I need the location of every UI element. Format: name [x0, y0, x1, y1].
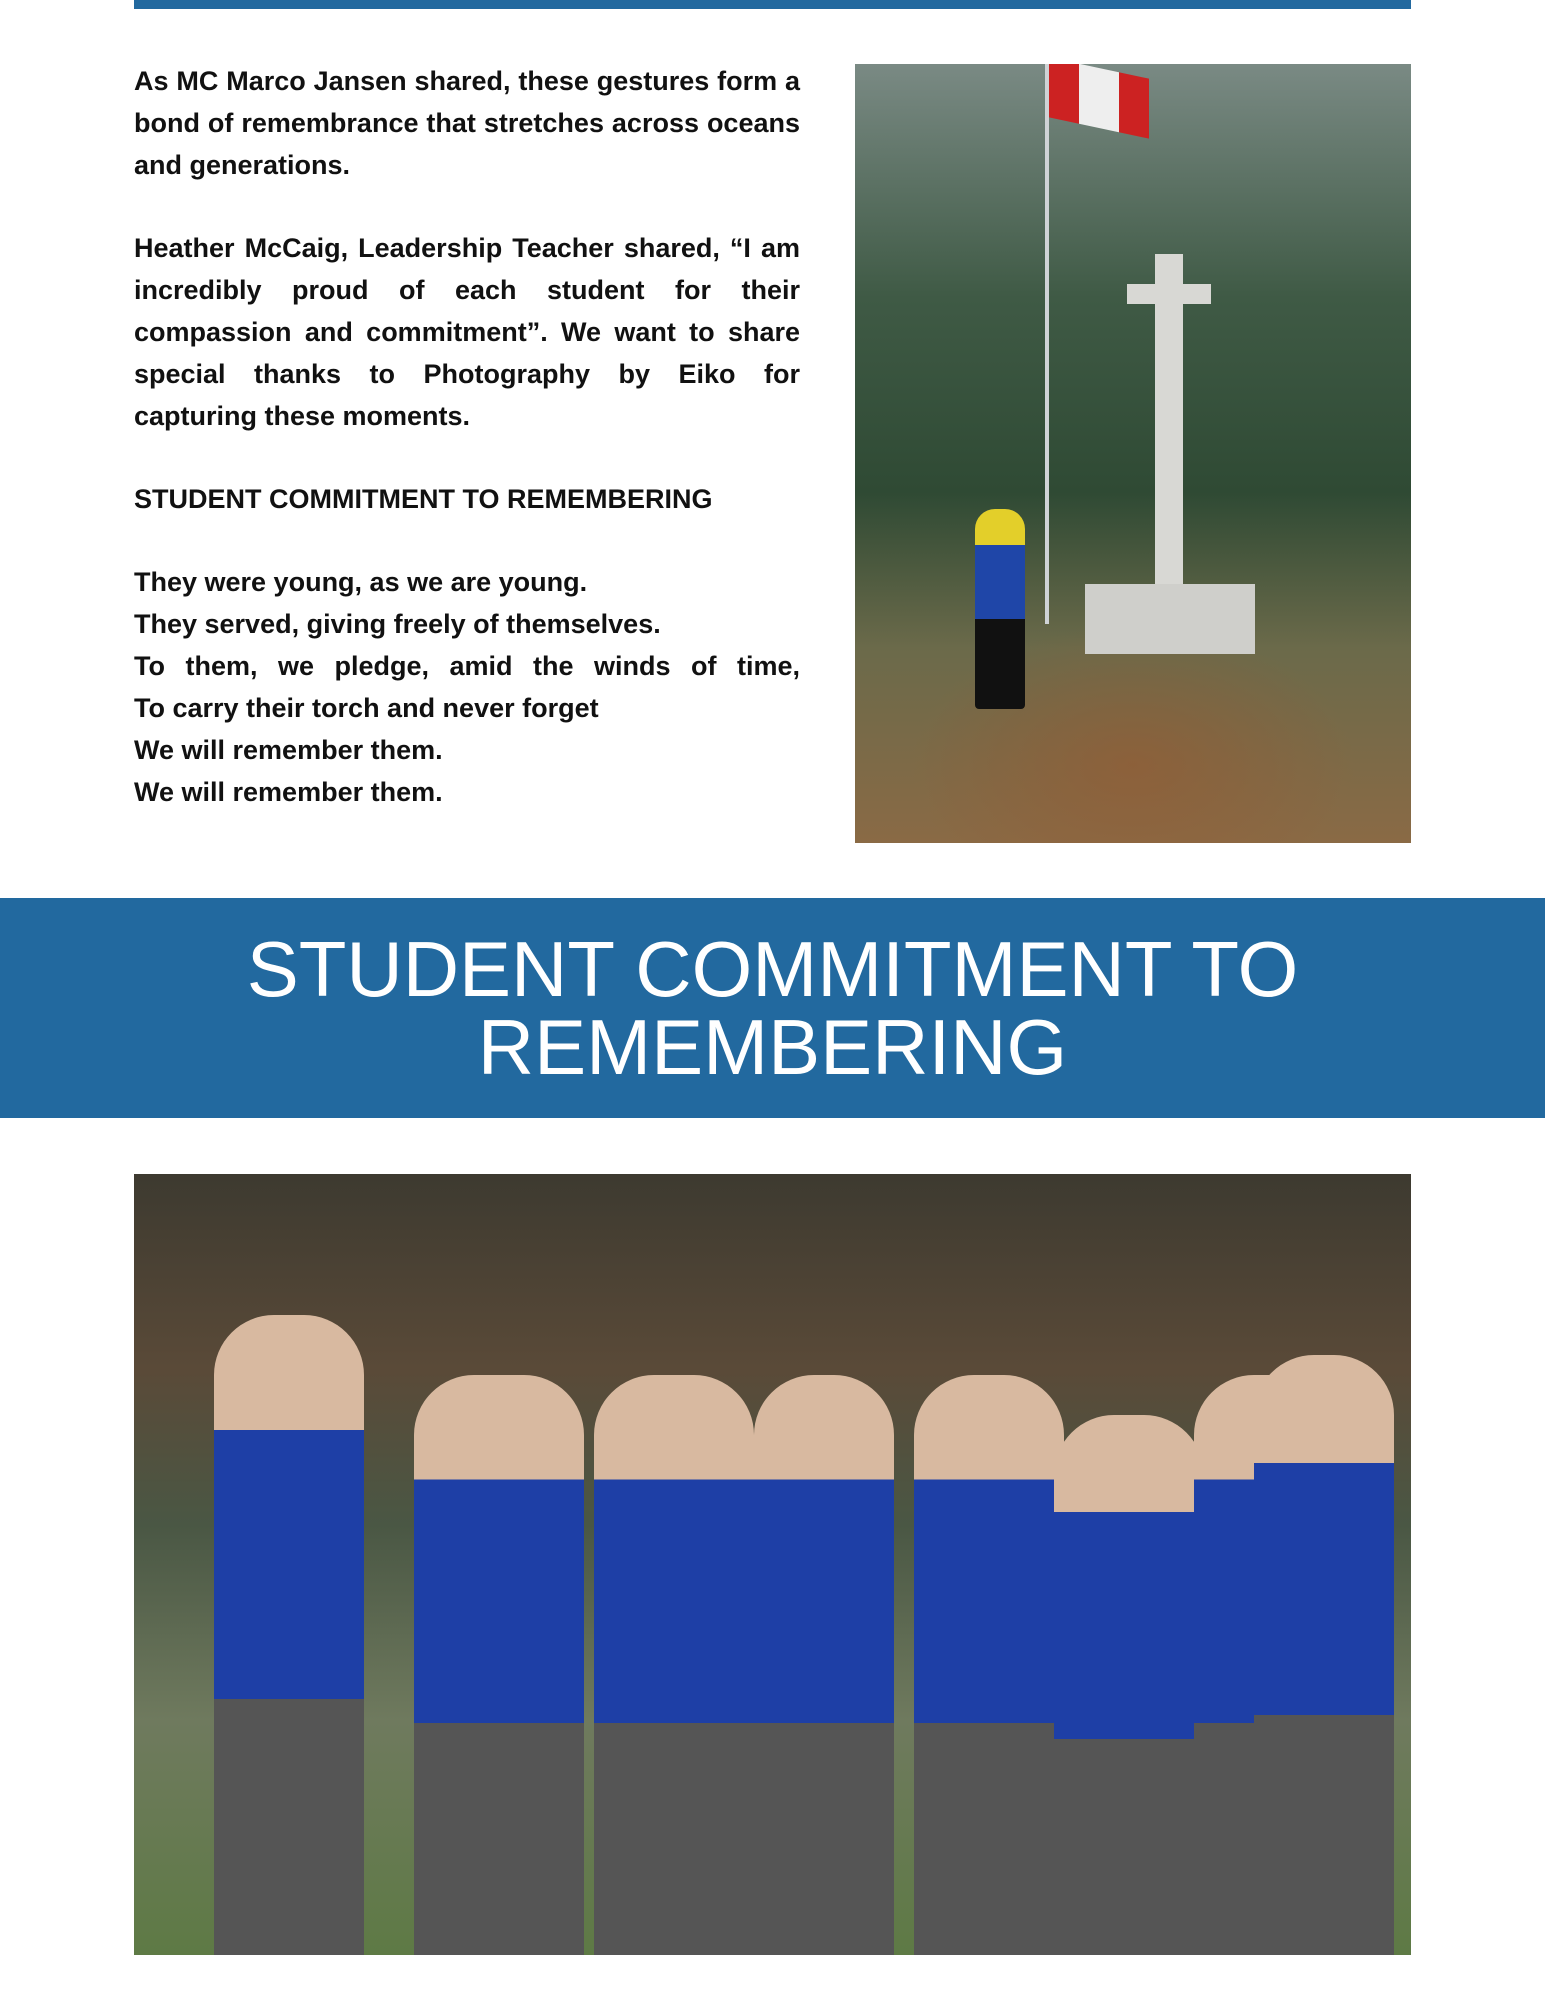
article-text — [134, 60, 800, 813]
student-figure — [1254, 1355, 1394, 1955]
student-figure — [414, 1375, 584, 1955]
banner-title: STUDENT COMMITMENT TO REMEMBERING — [246, 925, 1299, 1091]
student-figure — [975, 509, 1025, 709]
flagpole — [1045, 64, 1049, 624]
student-figure — [594, 1375, 754, 1955]
student-figure — [754, 1375, 894, 1955]
poem-line: They served, giving freely of themselves. — [134, 609, 661, 639]
student-figure — [214, 1315, 364, 1955]
student-figure — [1054, 1415, 1204, 1955]
canada-flag — [1049, 64, 1149, 139]
student-figure — [914, 1375, 1064, 1955]
students-group-photo — [134, 1174, 1411, 1955]
poem-line: We will remember them. — [134, 735, 443, 765]
poem — [134, 561, 800, 813]
poem-line: They were young, as we are young. — [134, 567, 588, 597]
cemetery-cenotaph-photo — [855, 64, 1411, 843]
poem-line: To them, we pledge, amid the winds of time, — [134, 651, 800, 681]
poem-line: To carry their torch and never forget — [134, 693, 599, 723]
memorial-base — [1085, 584, 1255, 654]
memorial-crossbar — [1127, 284, 1211, 304]
poem-line: We will remember them. — [134, 777, 443, 807]
paragraph: As MC Marco Jansen shared, these gestures form a bond of remembrance that stretches across oceans and generations. — [134, 66, 800, 180]
top-accent-bar — [134, 0, 1411, 9]
paragraph: Heather McCaig, Leadership Teacher shared, “I am incredibly proud of each student for their compassion and commitment”. We want to share special thanks to Photography by Eiko for capturing these moments. — [134, 233, 800, 431]
subheading: STUDENT COMMITMENT TO REMEMBERING — [134, 484, 713, 514]
section-banner — [0, 898, 1545, 1118]
